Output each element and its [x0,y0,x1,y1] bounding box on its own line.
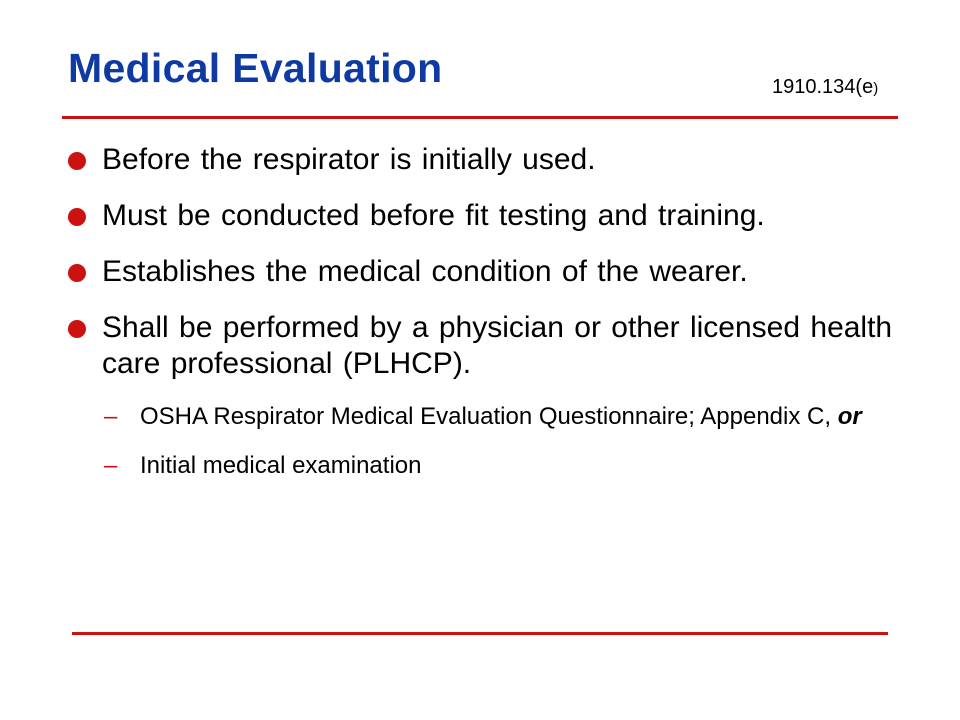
bullet-text: Establishes the medical condition of the wearer. [102,255,748,288]
bullet-text: Shall be performed by a physician or other licensed health care professional (PLHCP). [102,311,893,380]
bullet-item [68,254,898,290]
bullet-dot-icon [68,320,86,338]
sub-bullet-emphasis: or [837,403,862,430]
regulation-reference [772,77,878,97]
page-title: Medical Evaluation [68,45,443,91]
bullet-list [68,142,898,500]
bullet-dot-icon [68,264,86,282]
sub-bullet-text: Initial medical examination [140,452,422,479]
dash-icon: – [104,403,118,430]
bullet-text: Must be conducted before fit testing and training. [102,199,765,232]
bullet-item [68,198,898,234]
bullet-item [68,310,898,382]
bullet-text: Before the respirator is initially used. [102,143,596,176]
sub-bullet-item [68,402,898,431]
bullet-dot-icon [68,152,86,170]
bullet-item [68,142,898,178]
sub-bullet-text: OSHA Respirator Medical Evaluation Questionnaire; Appendix C, [140,403,838,430]
bottom-divider [72,632,888,635]
bullet-dot-icon [68,208,86,226]
reference-text: 1910.134(e [772,76,874,98]
reference-suffix: ) [873,80,879,97]
top-divider [62,116,898,119]
dash-icon: – [104,452,118,479]
sub-bullet-item [68,451,898,480]
